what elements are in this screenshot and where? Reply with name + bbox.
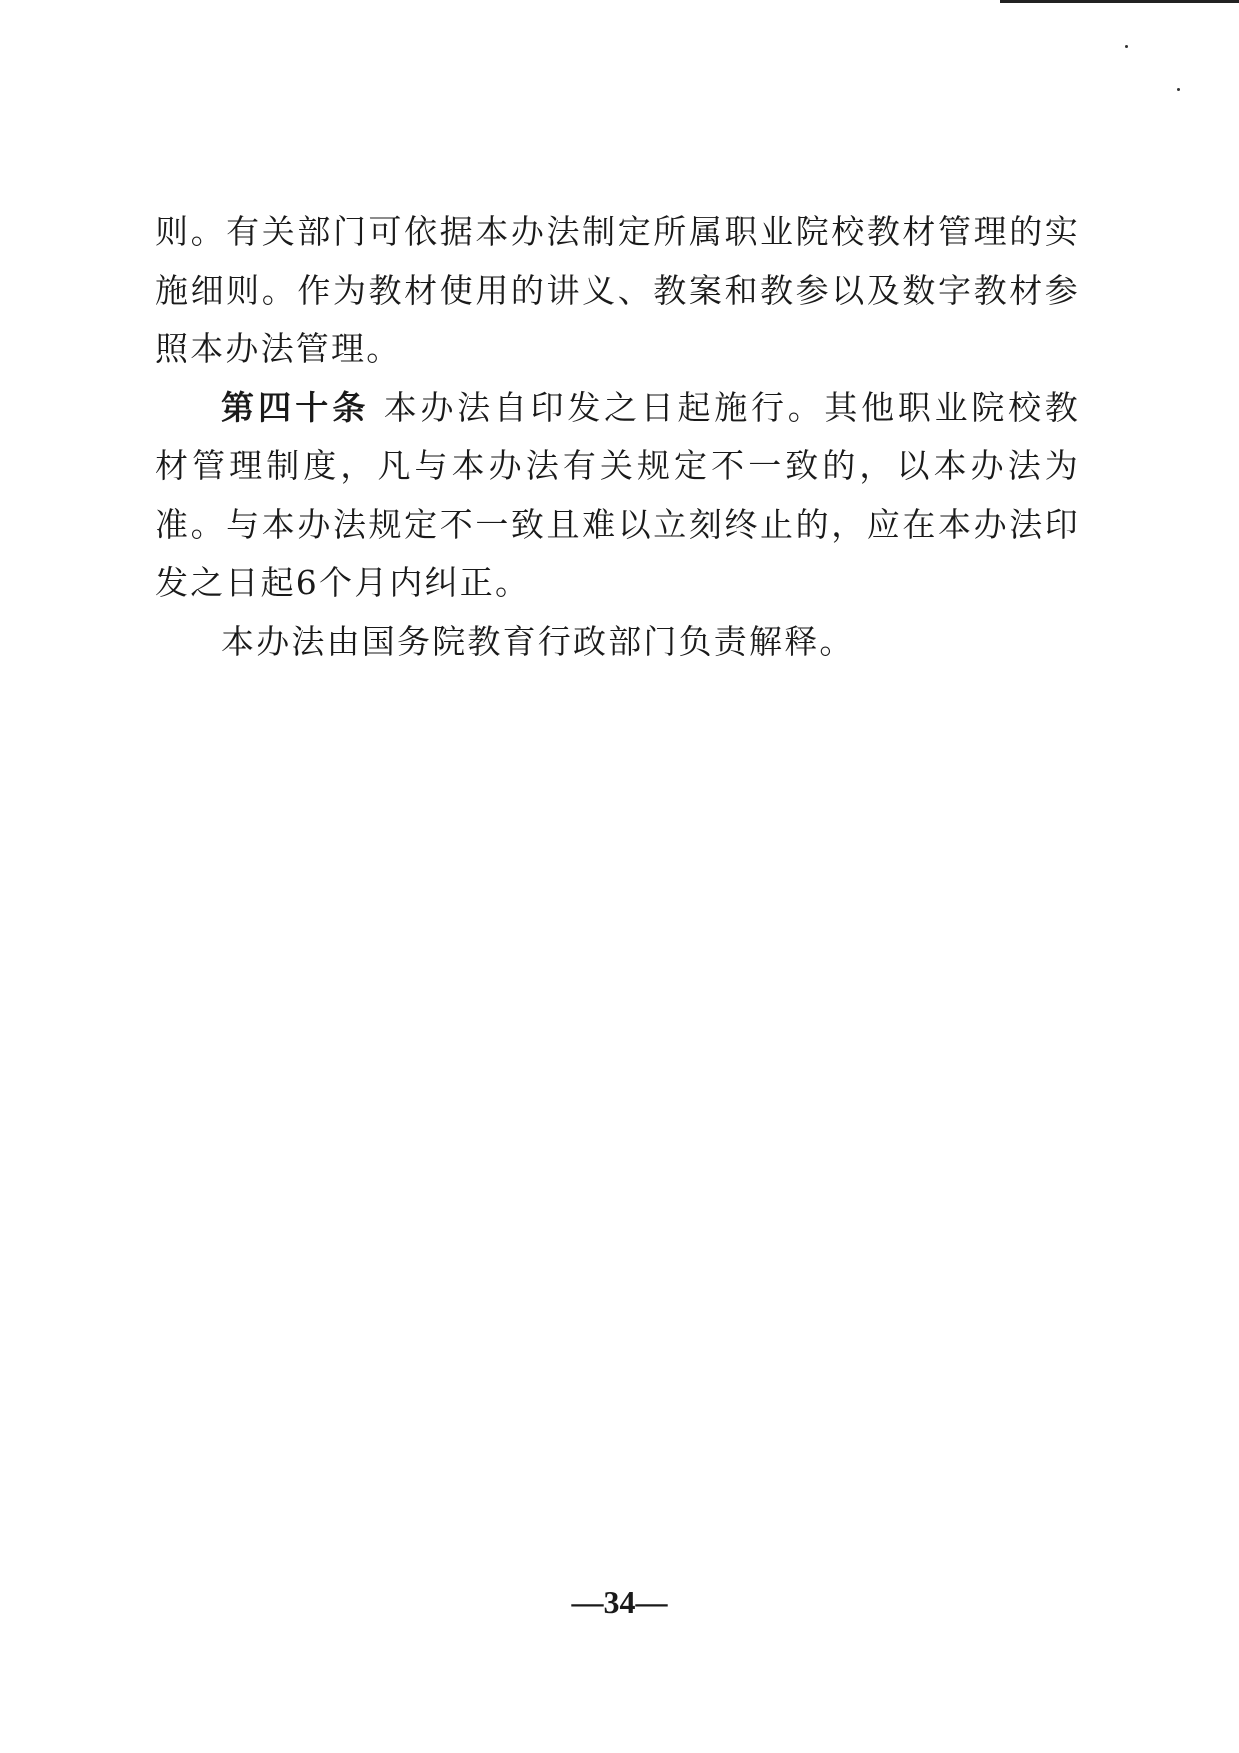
paragraph-text: 本办法由国务院教育行政部门负责解释。 [221, 621, 855, 661]
paragraph-text: 本办法自印发之日起施行。其他职业院校教材管理制度，凡与本办法有关规定不一致的，以本办法为准。与本办法规定不一致且难以立刻终止的，应在本办法印发之日起6个月内纠正。 [155, 387, 1080, 602]
paragraph-text: 则。有关部门可依据本办法制定所属职业院校教材管理的实施细则。作为教材使用的讲义、教案和教参以及数字教材参照本办法管理。 [155, 212, 1080, 368]
scan-speck [1125, 45, 1128, 48]
paragraph-interpretation [155, 613, 1080, 672]
scan-speck [1177, 88, 1180, 91]
article-label: 第四十条 [221, 387, 370, 427]
page-number: —34— [571, 1584, 668, 1620]
top-edge-rule [1000, 0, 1239, 3]
paragraph-article-40 [155, 379, 1080, 613]
document-body [155, 203, 1080, 671]
paragraph-continuation [155, 203, 1080, 379]
